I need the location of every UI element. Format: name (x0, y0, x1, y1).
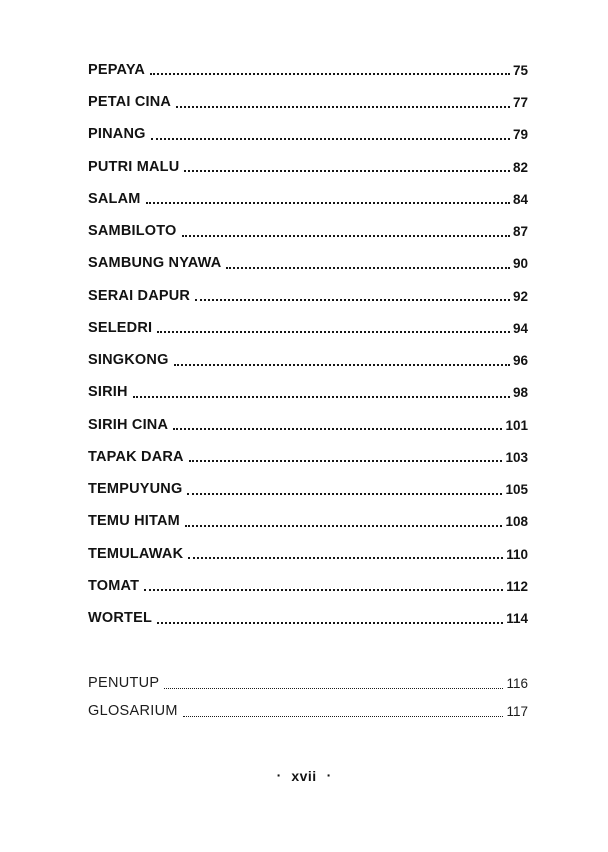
dot-leader (174, 364, 510, 366)
toc-entry-title: WORTEL (88, 610, 153, 627)
toc-entry-row (88, 473, 528, 505)
toc-entry-line (88, 160, 528, 175)
toc-entry-page-number: 75 (512, 62, 528, 78)
toc-entry-page-number: 101 (505, 417, 528, 433)
toc-entry-page-number: 92 (512, 288, 528, 304)
toc-entry-row (88, 344, 528, 376)
toc-entry-title: SIRIH (88, 384, 128, 401)
toc-entry-page-number: 112 (506, 578, 528, 594)
toc-entry-page-number: 96 (512, 353, 528, 369)
footer-left-dot: · (276, 767, 282, 783)
dot-leader (173, 428, 502, 430)
dot-leader (157, 331, 510, 333)
toc-entry-page-number: 87 (512, 224, 528, 240)
toc-entry-row (88, 215, 528, 247)
toc-entry-title: TOMAT (88, 577, 140, 594)
toc-entry-page-number: 116 (506, 676, 528, 692)
toc-entry-line (88, 192, 528, 207)
toc-entry-row (88, 151, 528, 183)
toc-entry-title: SINGKONG (88, 352, 169, 369)
toc-entry-title: PINANG (88, 126, 146, 143)
toc-entry-row (88, 280, 528, 312)
toc-entry-row (88, 312, 528, 344)
toc-entry-page-number: 105 (505, 482, 528, 498)
dot-leader (146, 202, 510, 204)
toc-entry-row (88, 377, 528, 409)
dot-leader (144, 589, 503, 591)
toc-entry-title: PETAI CINA (88, 94, 172, 111)
toc-main-list (88, 54, 528, 635)
toc-entry-page-number: 90 (512, 256, 528, 272)
page-footer (0, 768, 608, 784)
toc-entry-page-number: 103 (505, 449, 528, 465)
dot-leader (226, 267, 510, 269)
toc-entry-line (88, 289, 528, 304)
dot-leader (184, 170, 510, 172)
toc-entry-title: PEPAYA (88, 61, 146, 78)
toc-entry-line (88, 611, 528, 626)
toc-entry-line (88, 704, 528, 719)
toc-back-matter-list (88, 670, 528, 726)
toc-entry-title: SAMBUNG NYAWA (88, 255, 222, 272)
toc-entry-page-number: 94 (512, 320, 528, 336)
dot-leader (185, 525, 503, 527)
toc-entry-line (88, 514, 528, 529)
dot-leader (133, 396, 510, 398)
toc-entry-row (88, 570, 528, 602)
toc-entry-row (88, 86, 528, 118)
dot-leader (189, 460, 503, 462)
dot-leader (164, 688, 503, 689)
toc-entry-line (88, 353, 528, 368)
toc-entry-line (88, 321, 528, 336)
toc-entry-line (88, 676, 528, 691)
toc-entry-line (88, 95, 528, 110)
toc-entry-line (88, 224, 528, 239)
dot-leader (195, 299, 510, 301)
dot-leader (188, 557, 503, 559)
toc-entry-title: SELEDRI (88, 319, 153, 336)
dot-leader (151, 138, 510, 140)
toc-entry-row (88, 506, 528, 538)
toc-entry-page-number: 77 (512, 95, 528, 111)
toc-entry-title: SIRIH CINA (88, 416, 169, 433)
toc-entry-row (88, 538, 528, 570)
toc-entry-row (88, 54, 528, 86)
toc-entry-title: GLOSARIUM (88, 703, 178, 720)
dot-leader (150, 73, 510, 75)
toc-entry-title: SALAM (88, 190, 141, 207)
toc-entry-title: TAPAK DARA (88, 448, 184, 465)
toc-entry-title: SAMBILOTO (88, 223, 177, 240)
toc-entry-line (88, 418, 528, 433)
toc-entry-line (88, 450, 528, 465)
toc-entry-page-number: 79 (512, 127, 528, 143)
dot-leader (182, 235, 510, 237)
toc-entry-row (88, 670, 528, 698)
toc-entry-page-number: 114 (506, 611, 528, 627)
toc-entry-line (88, 256, 528, 271)
toc-entry-title: PENUTUP (88, 675, 160, 692)
toc-entry-page-number: 110 (506, 546, 528, 562)
toc-entry-row (88, 248, 528, 280)
toc-entry-line (88, 482, 528, 497)
toc-entry-line (88, 63, 528, 78)
toc-entry-title: TEMU HITAM (88, 513, 180, 530)
toc-entry-title: SERAI DAPUR (88, 287, 191, 304)
toc-entry-row (88, 441, 528, 473)
toc-entry-page-number: 108 (505, 514, 528, 530)
toc-entry-line (88, 579, 528, 594)
toc-entry-line (88, 385, 528, 400)
folio-roman-numeral: xvii (291, 768, 317, 784)
toc-entry-title: TEMULAWAK (88, 545, 184, 562)
toc-entry-page-number: 117 (506, 704, 528, 720)
dot-leader (183, 716, 504, 717)
toc-entry-row (88, 602, 528, 634)
toc-entry-row (88, 409, 528, 441)
toc-entry-row (88, 119, 528, 151)
toc-entry-page-number: 82 (512, 159, 528, 175)
table-of-contents (88, 54, 528, 726)
toc-entry-page-number: 98 (512, 385, 528, 401)
toc-entry-row (88, 183, 528, 215)
toc-entry-row (88, 698, 528, 726)
dot-leader (157, 622, 503, 624)
toc-entry-line (88, 547, 528, 562)
dot-leader (187, 493, 502, 495)
footer-right-dot: · (326, 767, 332, 783)
dot-leader (176, 106, 510, 108)
toc-entry-title: PUTRI MALU (88, 158, 180, 175)
toc-entry-line (88, 127, 528, 142)
toc-entry-page-number: 84 (512, 191, 528, 207)
toc-entry-title: TEMPUYUNG (88, 481, 183, 498)
